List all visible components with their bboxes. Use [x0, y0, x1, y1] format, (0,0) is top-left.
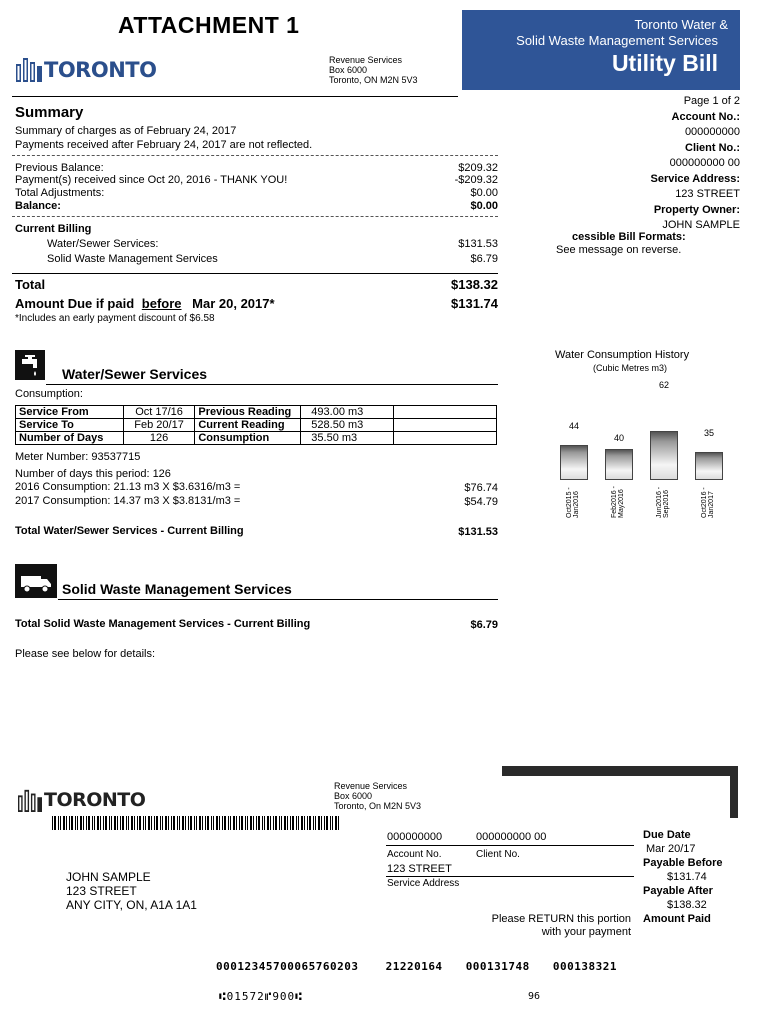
- amount-paid-box[interactable]: [640, 926, 736, 942]
- barcode-bar: [241, 816, 243, 830]
- barcode-bar: [321, 816, 322, 830]
- header-rule: [12, 96, 458, 97]
- due-date-label: Due Date: [643, 829, 691, 841]
- barcode-bar: [156, 816, 158, 830]
- total-rule: [12, 273, 498, 274]
- consumption-label: Consumption:: [15, 388, 83, 400]
- barcode-bar: [256, 816, 257, 830]
- chart-value-label: 44: [568, 421, 579, 431]
- table-cell: [393, 406, 496, 419]
- revenue-line: Box 6000: [329, 65, 368, 75]
- page-number: Page 1 of 2: [683, 95, 740, 107]
- barcode-bar: [205, 816, 206, 830]
- barcode-bar: [80, 816, 82, 830]
- revenue-address: [329, 55, 418, 85]
- barcode-bar: [228, 816, 229, 830]
- barcode-bar: [69, 816, 70, 830]
- barcode-bar: [216, 816, 218, 830]
- barcode-bar: [148, 816, 150, 830]
- return-note-line: with your payment: [541, 926, 631, 938]
- current-billing-label: Current Billing: [15, 223, 92, 235]
- water-total-value: $131.53: [458, 526, 498, 538]
- barcode-bar: [296, 816, 297, 830]
- table-cell: Service To: [16, 419, 124, 432]
- payable-after-value: $138.32: [667, 899, 707, 911]
- billing-item-label: Water/Sewer Services:: [47, 238, 159, 250]
- waste-section-title: Solid Waste Management Services: [62, 581, 292, 597]
- banner-title: Utility Bill: [611, 50, 718, 76]
- barcode-bar: [236, 816, 237, 830]
- payable-before-value: $131.74: [667, 871, 707, 883]
- addressee-line: JOHN SAMPLE: [66, 870, 151, 884]
- table-row: [16, 406, 497, 419]
- barcode-bar: [188, 816, 189, 830]
- water-section-title: Water/Sewer Services: [62, 366, 208, 382]
- barcode-bar: [92, 816, 93, 830]
- barcode-bar: [194, 816, 195, 830]
- barcode-bar: [335, 816, 337, 830]
- water-total-label: Total Water/Sewer Services - Current Billing: [15, 525, 244, 537]
- table-cell: [393, 419, 496, 432]
- bill-formats-note: See message on reverse.: [556, 244, 682, 256]
- ocr-segment: 00012345700065760203: [216, 960, 359, 973]
- barcode-bar: [239, 816, 240, 830]
- chart-bar: [650, 431, 678, 480]
- revenue-line: Revenue Services: [329, 55, 403, 65]
- barcode-bar: [111, 816, 112, 830]
- barcode-bar: [145, 816, 146, 830]
- return-note-line: Please RETURN this portion: [491, 913, 631, 925]
- barcode-bar: [307, 816, 308, 830]
- barcode-bar: [309, 816, 311, 830]
- balance-value: $0.00: [470, 200, 498, 212]
- barcode-bar: [324, 816, 325, 830]
- chart-x-label: Oct2016 - Jan2017: [701, 487, 715, 518]
- barcode-bar: [250, 816, 252, 830]
- days-period: Number of days this period: 126: [15, 468, 171, 480]
- barcode-bar: [143, 816, 144, 830]
- addressee-line: 123 STREET: [66, 884, 137, 898]
- summary-line-value: $209.32: [458, 162, 498, 174]
- summary-line-label: Payment(s) received since Oct 20, 2016 - THANK YOU!: [15, 174, 288, 186]
- barcode-bar: [120, 816, 121, 830]
- attachment-heading: ATTACHMENT 1: [118, 12, 300, 38]
- stub-account-label: Account No.: [387, 849, 442, 860]
- summary-line-label: Previous Balance:: [15, 162, 104, 174]
- barcode-bar: [77, 816, 78, 830]
- city-skyline-icon: [15, 56, 43, 82]
- barcode-bar: [196, 816, 197, 830]
- amount-due-prefix: Amount Due if paid: [15, 296, 135, 311]
- utility-bill-banner: [462, 10, 740, 90]
- summary-divider: [12, 216, 498, 217]
- client-label: Client No.:: [685, 141, 740, 154]
- barcode-bar: [219, 816, 220, 830]
- stub-revenue-address: [334, 781, 421, 811]
- summary-title: Summary: [15, 104, 84, 121]
- barcode-bar: [284, 816, 286, 830]
- chart-subtitle: (Cubic Metres m3): [593, 363, 668, 373]
- due-date-value: Mar 20/17: [646, 843, 696, 855]
- barcode-bar: [253, 816, 254, 830]
- billing-item-value: $6.79: [470, 253, 498, 265]
- table-cell: Current Reading: [195, 419, 301, 432]
- barcode-bar: [71, 816, 73, 830]
- barcode-bar: [267, 816, 269, 830]
- stub-client-label: Client No.: [476, 849, 520, 860]
- garbage-truck-icon: [15, 564, 57, 598]
- billing-item-value: $131.53: [458, 238, 498, 250]
- address-barcode: [52, 816, 342, 830]
- service-address-value: 123 STREET: [675, 188, 740, 200]
- barcode-bar: [304, 816, 305, 830]
- barcode-bar: [318, 816, 320, 830]
- stub-service-rule: [386, 876, 634, 877]
- barcode-bar: [160, 816, 161, 830]
- barcode-bar: [122, 816, 124, 830]
- barcode-bar: [173, 816, 175, 830]
- chart-title: Water Consumption History: [555, 349, 690, 361]
- chart-bar: [560, 445, 588, 480]
- chart-x-label: Jun2016 - Sep2016: [656, 486, 670, 518]
- table-row: [16, 432, 497, 445]
- barcode-bar: [190, 816, 192, 830]
- see-below-note: Please see below for details:: [15, 648, 156, 660]
- balance-label: Balance:: [15, 200, 61, 212]
- return-note: [492, 913, 631, 939]
- barcode-bar: [165, 816, 167, 830]
- ocr-segment: 21220164: [385, 960, 443, 973]
- barcode-bar: [213, 816, 214, 830]
- consumption-chart: [552, 380, 732, 480]
- barcode-bar: [330, 816, 331, 830]
- barcode-bar: [313, 816, 314, 830]
- barcode-bar: [338, 816, 339, 830]
- barcode-bar: [273, 816, 274, 830]
- table-cell: 493.00 m3: [301, 406, 393, 419]
- barcode-bar: [222, 816, 223, 830]
- barcode-bar: [139, 816, 141, 830]
- barcode-bar: [60, 816, 61, 830]
- table-cell: Service From: [16, 406, 124, 419]
- meter-readings-table: [15, 405, 497, 445]
- barcode-bar: [281, 816, 282, 830]
- service-address-label: Service Address:: [650, 172, 740, 185]
- banner-line-2: Solid Waste Management Services: [516, 33, 718, 48]
- barcode-bar: [100, 816, 101, 830]
- barcode-bar: [207, 816, 209, 830]
- city-skyline-icon: [17, 788, 43, 812]
- barcode-bar: [134, 816, 135, 830]
- chart-x-label: Oct2015 - Jan2016: [566, 487, 580, 518]
- revenue-line: Toronto, ON M2N 5V3: [329, 75, 418, 85]
- barcode-bar: [262, 816, 263, 830]
- consumption-line-value: $54.79: [464, 496, 498, 508]
- barcode-bar: [177, 816, 178, 830]
- amount-due-line: [15, 296, 275, 311]
- stub-account-value: 000000000: [387, 831, 443, 843]
- ocr-segment: 000131748: [465, 960, 530, 973]
- waste-total-label: Total Solid Waste Management Services - Current Billing: [15, 618, 311, 630]
- chart-bar: [605, 449, 633, 480]
- barcode-bar: [275, 816, 277, 830]
- amount-due-before: before: [141, 296, 182, 311]
- barcode-bar: [301, 816, 303, 830]
- table-cell: Oct 17/16: [123, 406, 195, 419]
- barcode-bar: [154, 816, 155, 830]
- stub-due-panel: [640, 828, 740, 926]
- waste-total-value: $6.79: [470, 619, 498, 631]
- billing-item-label: Solid Waste Management Services: [47, 253, 218, 265]
- barcode-bar: [105, 816, 107, 830]
- table-cell: 126: [123, 432, 195, 445]
- barcode-bar: [202, 816, 203, 830]
- total-label: Total: [15, 277, 46, 292]
- payable-before-label: Payable Before: [643, 857, 723, 869]
- barcode-bar: [168, 816, 169, 830]
- table-row: [16, 419, 497, 432]
- barcode-bar: [88, 816, 90, 830]
- meter-number: Meter Number: 93537715: [15, 451, 141, 463]
- micr-end: 96: [528, 991, 541, 1002]
- property-owner-label: Property Owner:: [653, 203, 740, 216]
- table-cell: 528.50 m3: [301, 419, 393, 432]
- amount-due-date: Mar 20, 2017*: [192, 296, 275, 311]
- account-value: 000000000: [684, 126, 740, 138]
- table-cell: Consumption: [195, 432, 301, 445]
- total-value: $138.32: [451, 277, 498, 292]
- barcode-bar: [83, 816, 84, 830]
- ocr-segment: 000138321: [552, 960, 618, 973]
- barcode-bar: [270, 816, 271, 830]
- barcode-bar: [326, 816, 328, 830]
- barcode-bar: [292, 816, 294, 830]
- stub-logo-wordmark: TORONTO: [44, 789, 146, 811]
- summary-line-value: $0.00: [470, 187, 498, 199]
- barcode-bar: [211, 816, 212, 830]
- barcode-bar: [151, 816, 152, 830]
- chart-value-label: 35: [703, 428, 714, 438]
- barcode-bar: [182, 816, 184, 830]
- barcode-bar: [245, 816, 246, 830]
- logo-wordmark: TORONTO: [44, 58, 157, 82]
- barcode-bar: [290, 816, 291, 830]
- barcode-bar: [109, 816, 110, 830]
- barcode-bar: [287, 816, 288, 830]
- waste-title-rule: [58, 599, 498, 600]
- barcode-bar: [86, 816, 87, 830]
- account-label: Account No.:: [671, 110, 740, 123]
- barcode-bar: [332, 816, 333, 830]
- consumption-line-label: 2016 Consumption: 21.13 m3 X $3.6316/m3 =: [15, 481, 241, 493]
- chart-value-label: 62: [658, 380, 669, 390]
- consumption-line-value: $76.74: [464, 482, 498, 494]
- barcode-bar: [97, 816, 99, 830]
- barcode-bar: [162, 816, 163, 830]
- amount-due-value: $131.74: [451, 296, 498, 311]
- water-tap-icon: [15, 350, 45, 380]
- revenue-line: Revenue Services: [334, 781, 408, 791]
- summary-charges-date: Summary of charges as of February 24, 2017: [15, 125, 237, 137]
- barcode-bar: [63, 816, 65, 830]
- summary-line-label: Total Adjustments:: [15, 187, 105, 199]
- stub-service-label: Service Address: [387, 878, 460, 889]
- stub-client-value: 000000000 00: [476, 831, 547, 843]
- client-value: 000000000 00: [669, 157, 740, 169]
- barcode-bar: [171, 816, 172, 830]
- consumption-line-label: 2017 Consumption: 14.37 m3 X $3.8131/m3 =: [15, 495, 241, 507]
- barcode-bar: [315, 816, 316, 830]
- barcode-bar: [199, 816, 201, 830]
- ocr-scan-line: [216, 960, 617, 973]
- barcode-bar: [298, 816, 299, 830]
- chart-value-label: 40: [613, 433, 624, 443]
- barcode-bar: [264, 816, 265, 830]
- barcode-bar: [179, 816, 180, 830]
- table-cell: Feb 20/17: [123, 419, 195, 432]
- barcode-bar: [117, 816, 118, 830]
- bill-formats-label: cessible Bill Formats:: [572, 231, 686, 243]
- payable-after-label: Payable After: [643, 885, 713, 897]
- barcode-bar: [258, 816, 260, 830]
- barcode-bar: [54, 816, 56, 830]
- chart-x-axis: [552, 482, 732, 522]
- micr-line: ⑆01572⑈900⑆: [219, 990, 303, 1003]
- summary-divider: [12, 155, 498, 156]
- table-cell: Previous Reading: [195, 406, 301, 419]
- barcode-bar: [58, 816, 59, 830]
- barcode-bar: [103, 816, 104, 830]
- amount-paid-label: Amount Paid: [643, 913, 711, 925]
- stub-account-rule: [386, 845, 634, 846]
- stub-addressee: [66, 870, 197, 912]
- account-info-panel: [520, 94, 740, 234]
- water-title-rule: [46, 384, 498, 385]
- barcode-bar: [66, 816, 67, 830]
- summary-line-value: -$209.32: [454, 174, 498, 186]
- stub-service-value: 123 STREET: [387, 863, 452, 875]
- table-cell: Number of Days: [16, 432, 124, 445]
- barcode-bar: [131, 816, 133, 830]
- barcode-bar: [233, 816, 235, 830]
- barcode-bar: [52, 816, 53, 830]
- barcode-bar: [224, 816, 226, 830]
- property-owner-value: JOHN SAMPLE: [662, 219, 740, 231]
- summary-payments-note: Payments received after February 24, 2017 are not reflected.: [15, 139, 313, 151]
- table-cell: [393, 432, 496, 445]
- barcode-bar: [247, 816, 248, 830]
- addressee-line: ANY CITY, ON, A1A 1A1: [66, 898, 197, 912]
- barcode-bar: [94, 816, 95, 830]
- barcode-bar: [126, 816, 127, 830]
- chart-bar: [695, 452, 723, 480]
- discount-note: *Includes an early payment discount of $6.58: [15, 313, 215, 324]
- barcode-bar: [185, 816, 186, 830]
- barcode-bar: [114, 816, 116, 830]
- barcode-bar: [137, 816, 138, 830]
- revenue-line: Toronto, On M2N 5V3: [334, 801, 422, 811]
- revenue-line: Box 6000: [334, 791, 373, 801]
- banner-line-1: Toronto Water &: [634, 17, 728, 32]
- barcode-bar: [279, 816, 280, 830]
- chart-x-label: Feb2016 - May2016: [611, 486, 625, 518]
- barcode-bar: [128, 816, 129, 830]
- barcode-bar: [230, 816, 231, 830]
- table-cell: 35.50 m3: [301, 432, 393, 445]
- barcode-bar: [75, 816, 76, 830]
